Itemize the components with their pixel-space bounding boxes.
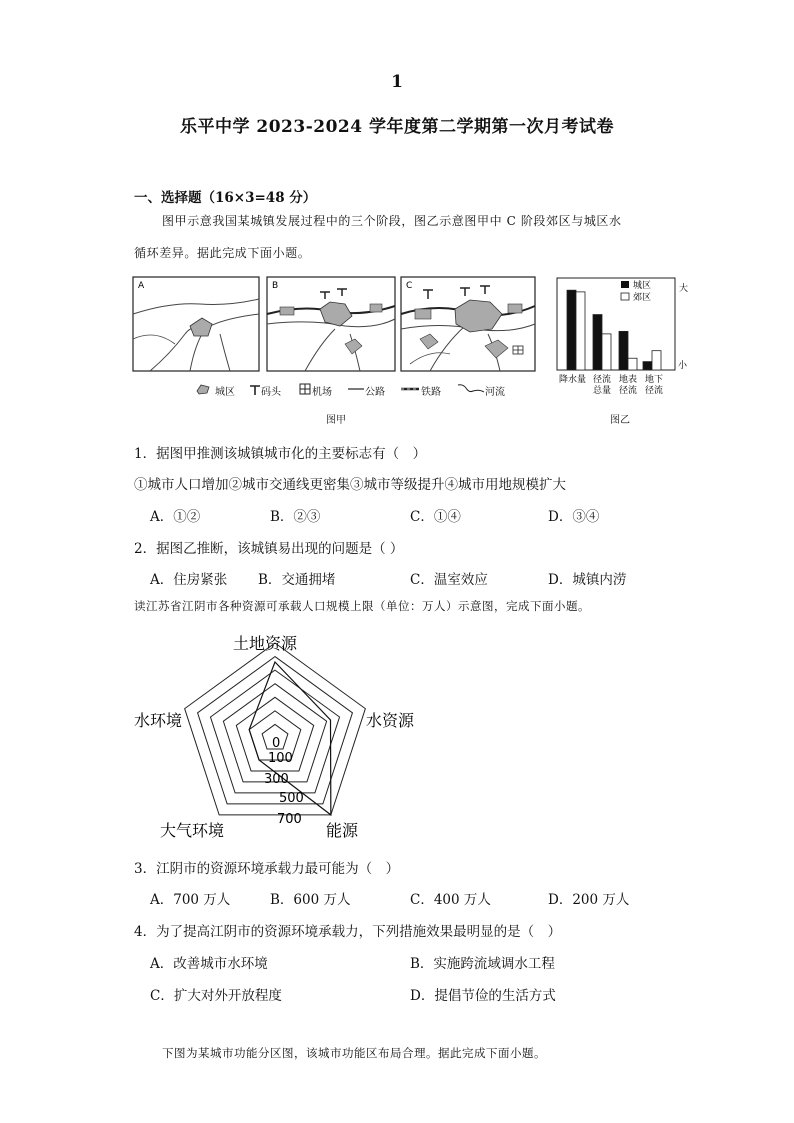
bar-city-1 [593, 315, 602, 370]
question-1-items: ①城市人口增加②城市交通线更密集③城市等级提升④城市用地规模扩大 [134, 477, 566, 493]
legend-suburb-swatch [621, 293, 629, 300]
q1-option-b[interactable]: B．②③ [270, 509, 321, 525]
radar-axis-label: 能源 [326, 821, 359, 840]
category-label: 降水量 [559, 375, 587, 385]
figure-jia-legend [195, 382, 535, 398]
bar-suburb-2 [628, 358, 637, 370]
q3-option-d[interactable]: D．200 万人 [548, 892, 630, 908]
figure-yi-chart [555, 276, 695, 401]
exam-title: 乐平中学 2023-2024 学年度第二学期第一次月考试卷 [179, 117, 615, 137]
panel-b-label: B [272, 281, 279, 291]
axis-bottom-label: 小 [678, 361, 688, 371]
section-heading: 一、选择题（16×3=48 分） [134, 190, 317, 206]
radar-chart [130, 628, 430, 843]
intro-text-line1: 图甲示意我国某城镇发展过程中的三个阶段，图乙示意图甲中 C 阶段郊区与城区水 [162, 214, 622, 228]
bar-city-2 [619, 331, 628, 370]
page-number: 1 [391, 72, 403, 92]
map-panel-a [133, 277, 259, 371]
q3-option-c[interactable]: C．400 万人 [410, 892, 491, 908]
legend-dock: 码头 [261, 387, 281, 398]
q4-option-d[interactable]: D．提倡节俭的生活方式 [410, 988, 556, 1004]
legend-airport: 机场 [312, 387, 332, 398]
legend-city-swatch [621, 281, 629, 288]
category-label: 径流 [619, 386, 638, 396]
q2-option-a[interactable]: A．住房紧张 [150, 572, 228, 588]
road-icon [347, 382, 365, 399]
radar-axis-label: 水环境 [134, 711, 183, 730]
ring-label: 100 [268, 751, 293, 766]
bar-city-3 [643, 362, 652, 370]
q1-option-a[interactable]: A．①② [150, 509, 201, 525]
panel-a-label: A [138, 281, 145, 291]
radar-axis-label: 大气环境 [160, 821, 225, 840]
figure-yi-caption: 图乙 [610, 415, 630, 426]
ring-label: 500 [279, 791, 304, 806]
map-panel-c [401, 277, 535, 371]
q4-option-a[interactable]: A．改善城市水环境 [150, 956, 268, 972]
dock-icon [248, 382, 262, 399]
railway-icon [400, 382, 420, 399]
bar-suburb-0 [576, 292, 585, 370]
bar-city-0 [567, 290, 576, 370]
q1-option-c[interactable]: C．①④ [410, 509, 461, 525]
ring-label: 300 [264, 772, 289, 787]
city-area-icon [195, 383, 211, 398]
bar-suburb-1 [602, 334, 611, 370]
legend-river: 河流 [485, 387, 505, 398]
ring-label: 700 [277, 812, 302, 827]
question-3-stem: 3．江阴市的资源环境承载力最可能为（ ） [134, 861, 400, 877]
radar-axis-label: 土地资源 [233, 634, 298, 653]
final-intro: 下图为某城市功能分区图，该城市功能区布局合理。据此完成下面小题。 [162, 1046, 546, 1060]
figure-jia-caption: 图甲 [326, 415, 346, 426]
map-panel-b [267, 277, 395, 371]
panel-c-label: C [406, 281, 413, 291]
intro-text-line2: 循环差异。据此完成下面小题。 [134, 246, 311, 260]
radar-axis-label: 水资源 [366, 711, 415, 730]
q4-option-b[interactable]: B．实施跨流域调水工程 [410, 956, 555, 972]
question-2-stem: 2．据图乙推断，该城镇易出现的问题是（ ） [134, 541, 404, 557]
radar-rings [185, 643, 366, 815]
q3-option-a[interactable]: A．700 万人 [150, 892, 231, 908]
river-icon [457, 382, 485, 399]
category-label: 地表 [619, 375, 638, 385]
radar-intro: 读江苏省江阴市各种资源可承载人口规模上限（单位：万人）示意图，完成下面小题。 [134, 599, 590, 613]
category-label: 地下 [645, 375, 664, 385]
legend-road: 公路 [365, 387, 385, 398]
q4-option-c[interactable]: C．扩大对外开放程度 [150, 988, 282, 1004]
question-4-stem: 4．为了提高江阴市的资源环境承载力，下列措施效果最明显的是（ ） [134, 924, 562, 940]
axis-top-label: 大 [679, 284, 689, 294]
legend-railway: 铁路 [421, 387, 441, 398]
q3-option-b[interactable]: B．600 万人 [270, 892, 351, 908]
bar-suburb-3 [652, 351, 661, 370]
legend-suburb-label: 郊区 [633, 293, 652, 303]
ring-label: 0 [272, 736, 281, 751]
question-1-stem: 1．据图甲推测该城镇城市化的主要标志有（ ） [134, 446, 427, 462]
q2-option-b[interactable]: B．交通拥堵 [258, 572, 336, 588]
category-label: 径流 [593, 375, 612, 385]
category-label: 总量 [593, 386, 612, 396]
legend-city: 城区 [215, 387, 235, 398]
figure-jia-maps [130, 274, 540, 374]
radar-ring-700 [185, 643, 366, 815]
legend-city-label: 城区 [633, 281, 652, 291]
q1-option-d[interactable]: D．③④ [548, 509, 600, 525]
category-label: 径流 [645, 386, 664, 396]
q2-option-d[interactable]: D．城镇内涝 [548, 572, 627, 588]
q2-option-c[interactable]: C．温室效应 [410, 572, 488, 588]
airport-icon [298, 382, 312, 399]
